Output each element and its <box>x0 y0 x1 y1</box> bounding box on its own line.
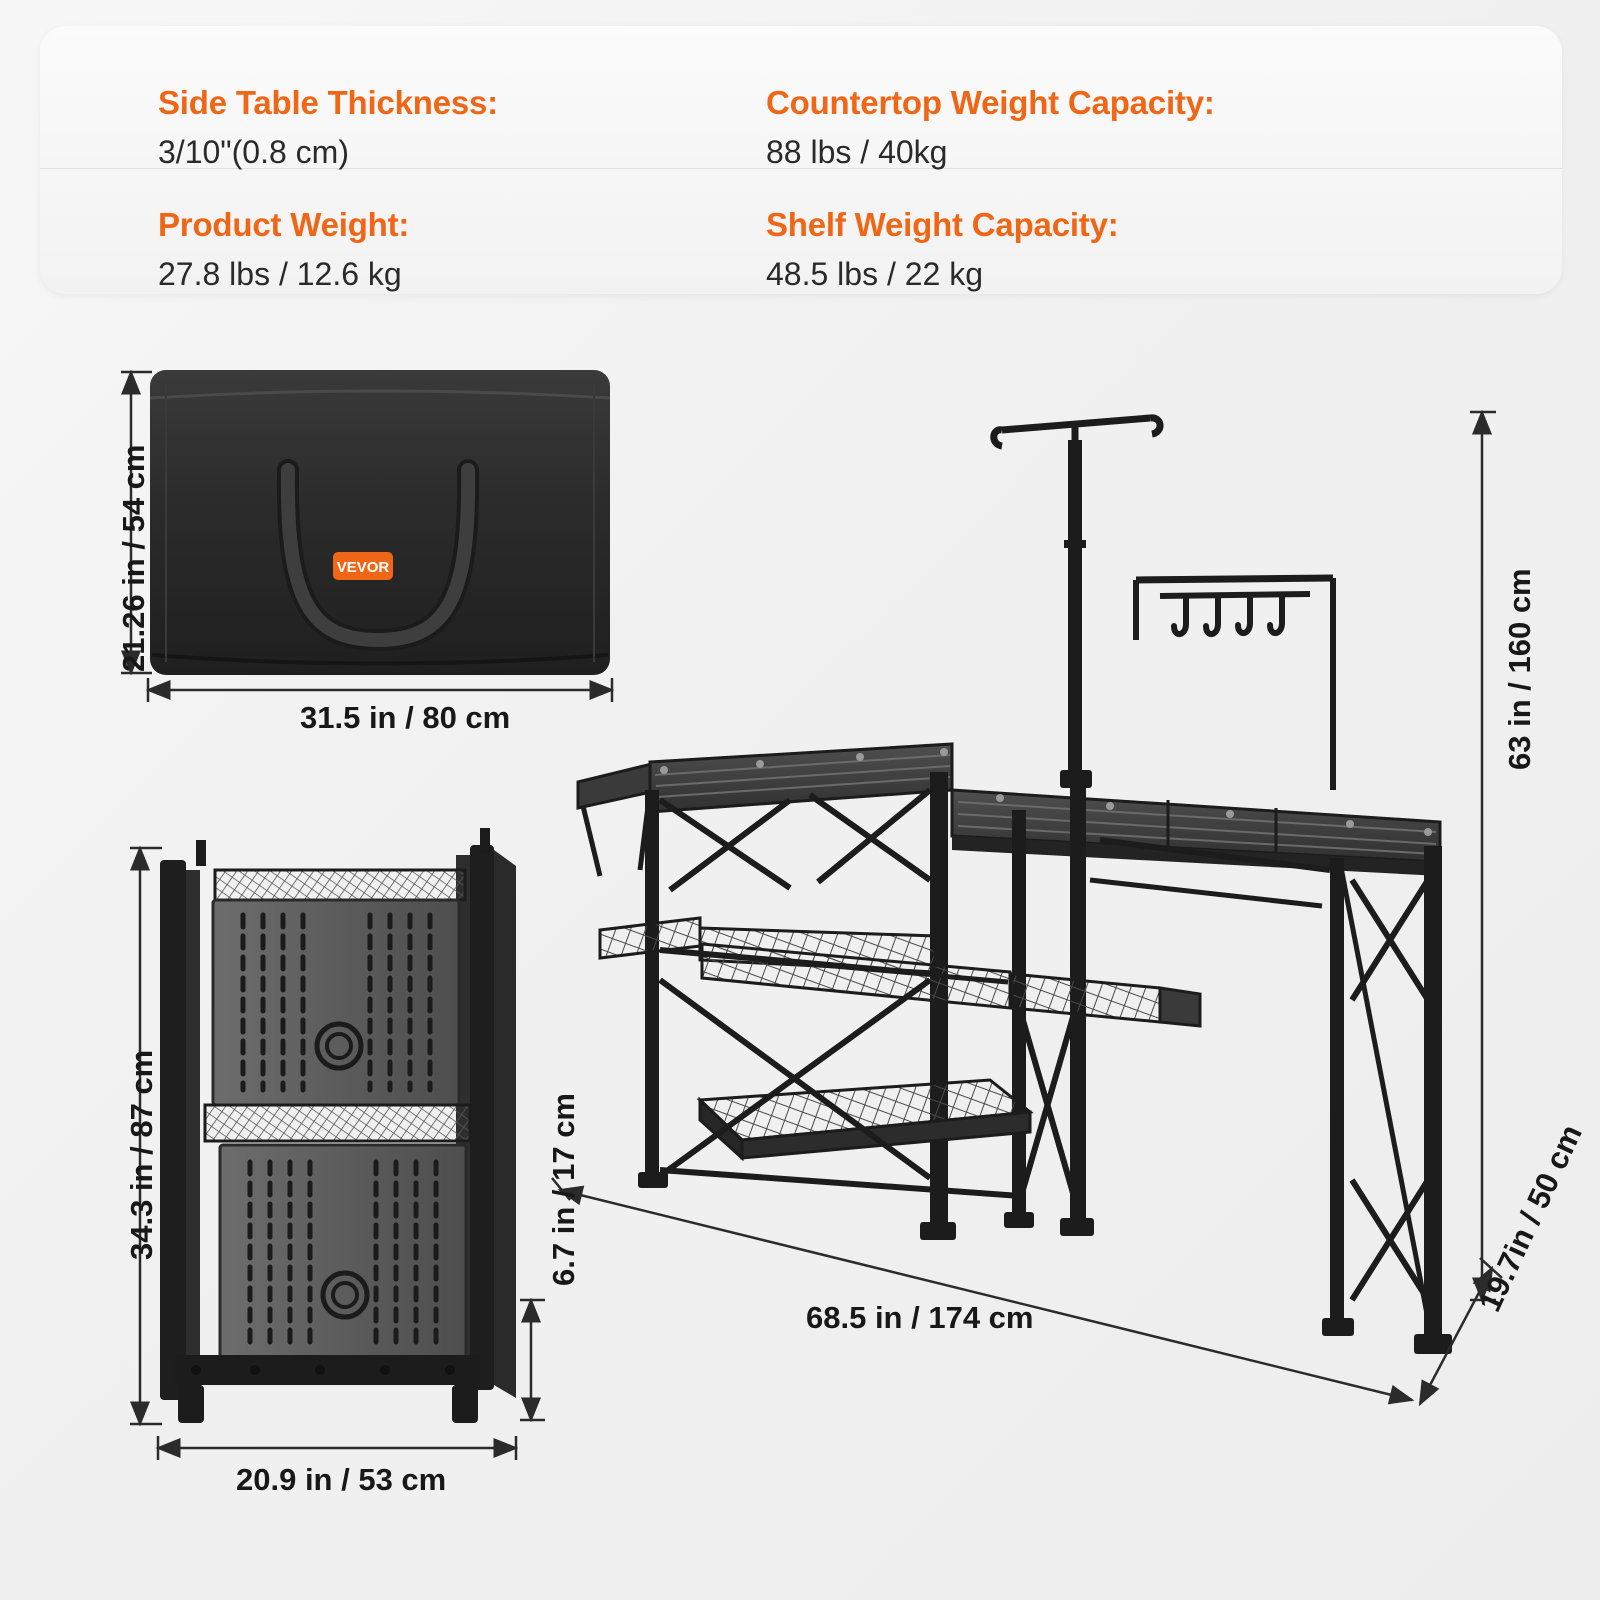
spec-title: Shelf Weight Capacity: <box>766 206 1119 243</box>
spec-title: Countertop Weight Capacity: <box>766 84 1215 121</box>
spec-value: 88 lbs / 40kg <box>766 134 948 170</box>
folded-unit-figure <box>130 828 545 1460</box>
folded-unit-depth-label: 6.7 in / 17 cm <box>546 1093 581 1286</box>
assembled-unit-depth-label: 19.7in / 50 cm <box>1472 1119 1589 1317</box>
folded-unit-height-label: 34.3 in / 87 cm <box>124 1049 159 1260</box>
assembled-unit-width-label: 68.5 in / 174 cm <box>806 1300 1034 1335</box>
folded-unit-width-label: 20.9 in / 53 cm <box>236 1462 447 1497</box>
carry-bag-height-label: 21.26 in / 54 cm <box>116 444 151 672</box>
svg-text:VEVOR: VEVOR <box>336 559 390 576</box>
spec-value: 3/10"(0.8 cm) <box>158 134 349 170</box>
assembled-unit-height-label: 63 in / 160 cm <box>1502 568 1537 770</box>
spec-title: Side Table Thickness: <box>158 84 498 121</box>
carry-bag-figure <box>121 370 612 702</box>
spec-value: 27.8 lbs / 12.6 kg <box>158 256 402 292</box>
spec-value: 48.5 lbs / 22 kg <box>766 256 984 292</box>
carry-bag-width-label: 31.5 in / 80 cm <box>300 700 511 735</box>
assembled-unit-figure <box>552 412 1502 1404</box>
spec-title: Product Weight: <box>158 206 410 243</box>
